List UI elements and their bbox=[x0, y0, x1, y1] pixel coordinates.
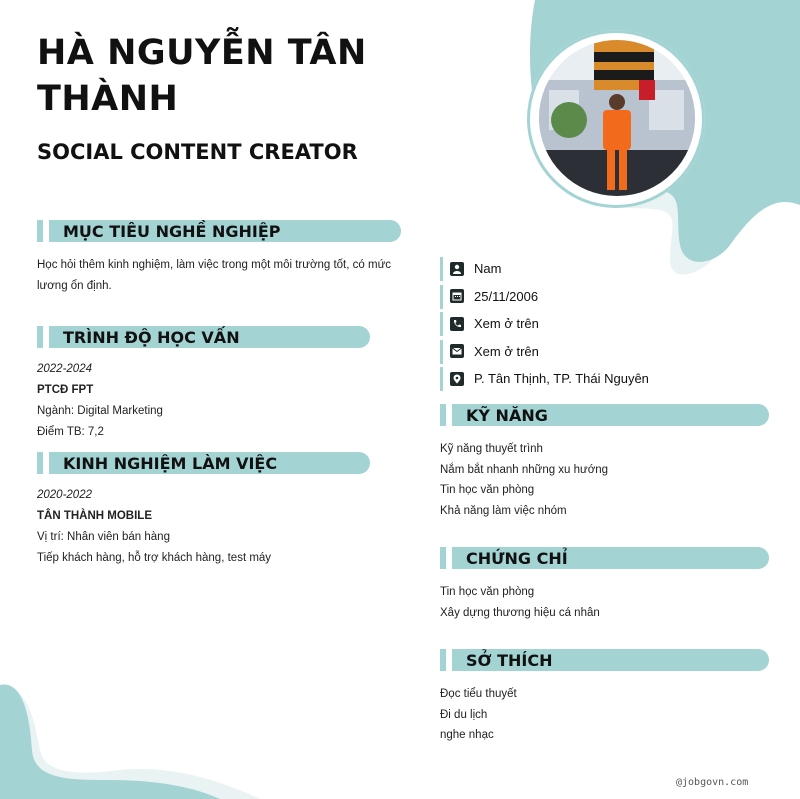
section-heading-education bbox=[37, 326, 370, 348]
contact-birthday bbox=[440, 283, 649, 311]
heading-label: KỸ NĂNG bbox=[452, 404, 769, 426]
bottom-left-blob bbox=[0, 680, 270, 799]
heading-label: SỞ THÍCH bbox=[452, 649, 769, 671]
heading-label: MỤC TIÊU NGHỀ NGHIỆP bbox=[49, 220, 401, 242]
calendar-icon bbox=[450, 289, 464, 303]
list-item: Kỹ năng thuyết trình bbox=[440, 443, 543, 455]
mail-icon bbox=[450, 344, 464, 358]
education-major: Ngành: Digital Marketing bbox=[37, 405, 163, 417]
section-heading-skills bbox=[440, 404, 769, 426]
profile-photo bbox=[539, 40, 695, 196]
hobbies-list bbox=[440, 684, 517, 746]
heading-bar bbox=[440, 404, 446, 426]
heading-bar bbox=[37, 326, 43, 348]
section-heading-certificates bbox=[440, 547, 769, 569]
contact-email bbox=[440, 338, 649, 366]
list-item: Tin học văn phòng bbox=[440, 484, 535, 497]
heading-bar bbox=[440, 547, 446, 569]
section-heading-hobbies bbox=[440, 649, 769, 671]
experience-duties: Tiếp khách hàng, hỗ trợ khách hàng, test máy bbox=[37, 552, 272, 564]
contact-value: Xem ở trên bbox=[474, 316, 539, 332]
section-heading-objective bbox=[37, 220, 401, 242]
contact-address bbox=[440, 365, 649, 393]
experience-period: 2020-2022 bbox=[37, 489, 92, 501]
contact-value: P. Tân Thịnh, TP. Thái Nguyên bbox=[474, 371, 649, 387]
heading-label: TRÌNH ĐỘ HỌC VẤN bbox=[49, 326, 370, 348]
section-heading-experience bbox=[37, 452, 370, 474]
person-icon bbox=[450, 262, 464, 276]
education-gpa: Điểm TB: 7,2 bbox=[37, 426, 104, 438]
contact-value: 25/11/2006 bbox=[474, 288, 539, 304]
list-item: Đi du lịch bbox=[440, 708, 488, 721]
list-item: Khả năng làm việc nhóm bbox=[440, 505, 567, 518]
experience-block bbox=[37, 485, 271, 569]
heading-bar bbox=[440, 649, 446, 671]
experience-position: Vị trí: Nhân viên bán hàng bbox=[37, 531, 170, 543]
job-title: SOCIAL CONTENT CREATOR bbox=[37, 140, 358, 164]
candidate-name: HÀ NGUYỄN TÂN THÀNH bbox=[37, 33, 367, 119]
heading-label: CHỨNG CHỈ bbox=[452, 547, 769, 569]
location-icon bbox=[450, 372, 464, 386]
footer-credit: @jobgovn.com bbox=[676, 777, 749, 788]
education-block bbox=[37, 359, 163, 443]
contact-list bbox=[440, 255, 649, 393]
list-item: Tin học văn phòng bbox=[440, 586, 535, 598]
list-item: nghe nhạc bbox=[440, 729, 494, 742]
contact-value: Nam bbox=[474, 261, 502, 277]
contact-phone bbox=[440, 310, 649, 338]
contact-gender bbox=[440, 255, 649, 283]
list-item: Xây dựng thương hiệu cá nhân bbox=[440, 606, 600, 619]
phone-icon bbox=[450, 317, 464, 331]
heading-bar bbox=[37, 452, 43, 474]
education-school: PTCĐ FPT bbox=[37, 384, 94, 396]
heading-bar bbox=[37, 220, 43, 242]
list-item: Nắm bắt nhanh những xu hướng bbox=[440, 463, 609, 476]
heading-label: KINH NGHIỆM LÀM VIỆC bbox=[49, 452, 370, 474]
list-item: Đọc tiểu thuyết bbox=[440, 688, 517, 700]
experience-company: TÂN THÀNH MOBILE bbox=[37, 510, 152, 522]
objective-text: Học hỏi thêm kinh nghiệm, làm việc trong một môi trường tốt, có mức lương ổn định. bbox=[37, 259, 392, 292]
skills-list bbox=[440, 439, 608, 522]
contact-value: Xem ở trên bbox=[474, 343, 539, 359]
certificates-list bbox=[440, 582, 600, 623]
education-period: 2022-2024 bbox=[37, 363, 92, 375]
